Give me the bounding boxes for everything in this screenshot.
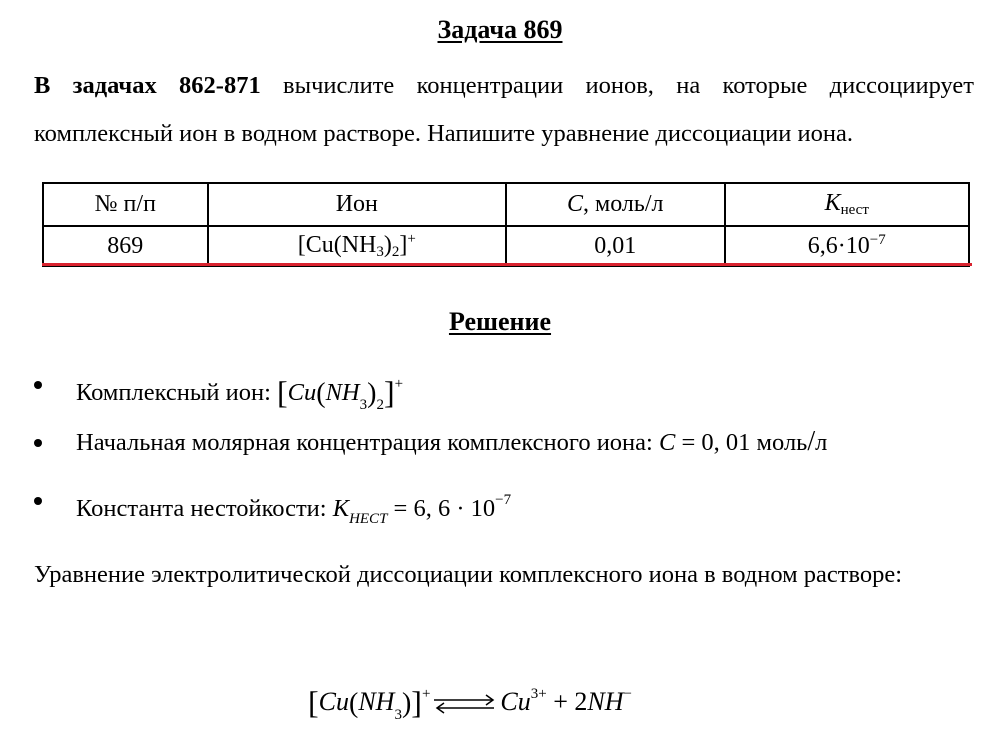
- task-table: [42, 182, 970, 267]
- red-underline: [42, 263, 972, 266]
- initial-concentration-value: C = 0, 01 моль/л: [658, 426, 828, 457]
- task-title: Задача 869: [437, 15, 563, 44]
- equilibrium-arrow-icon: [432, 694, 498, 714]
- table-row: [43, 226, 969, 266]
- equation-intro: Уравнение электролитической диссоциации комплексного иона в водном растворе:: [34, 561, 903, 588]
- bullet-icon: [34, 439, 42, 447]
- list-item: [32, 360, 982, 418]
- list-item: [32, 418, 982, 476]
- task-statement: [34, 62, 974, 158]
- cell-ion: $[Cu(NH_3)_2]^+$: [208, 226, 506, 266]
- bullet-icon: [34, 381, 42, 389]
- complex-ion-label: Комплексный ион:: [76, 379, 271, 406]
- instability-constant-value: $K_{НЕСТ} = 6$, $6 \cdot 10^{-7}$: [332, 492, 512, 527]
- list-item: [32, 476, 982, 534]
- complex-ion-formula: $[Cu(NH_3)_2]^+$: [277, 374, 404, 413]
- bullet-icon: [34, 497, 42, 505]
- header-number: № п/п: [43, 183, 208, 226]
- cell-concentration: 0,01: [506, 226, 724, 266]
- given-list: [32, 360, 982, 534]
- header-k: $K_{нест}$: [725, 183, 970, 226]
- header-concentration: C, моль/л: [506, 183, 724, 226]
- header-ion: Ион: [208, 183, 506, 226]
- task-statement-text: вычислите концентрации ионов, на которые диссоциирует комплексный ион в водном растворе. Напишите уравнение диссоциации иона.: [34, 72, 975, 147]
- solution-heading: Решение: [448, 307, 552, 336]
- initial-concentration-label: Начальная молярная концентрация комплексного иона:: [76, 429, 653, 456]
- cell-number: 869: [43, 226, 208, 266]
- task-table-wrapper: [42, 182, 970, 267]
- table-header-row: [43, 183, 969, 226]
- task-range-bold: В задачах 862-871: [34, 72, 261, 99]
- cell-k: $6,6\cdot 10^{-7}$: [725, 226, 970, 266]
- instability-constant-label: Константа нестойкости:: [76, 495, 327, 522]
- dissociation-equation: $[Cu(NH_3)]^+$ $Cu^{3+} + 2NH^-$: [308, 684, 632, 723]
